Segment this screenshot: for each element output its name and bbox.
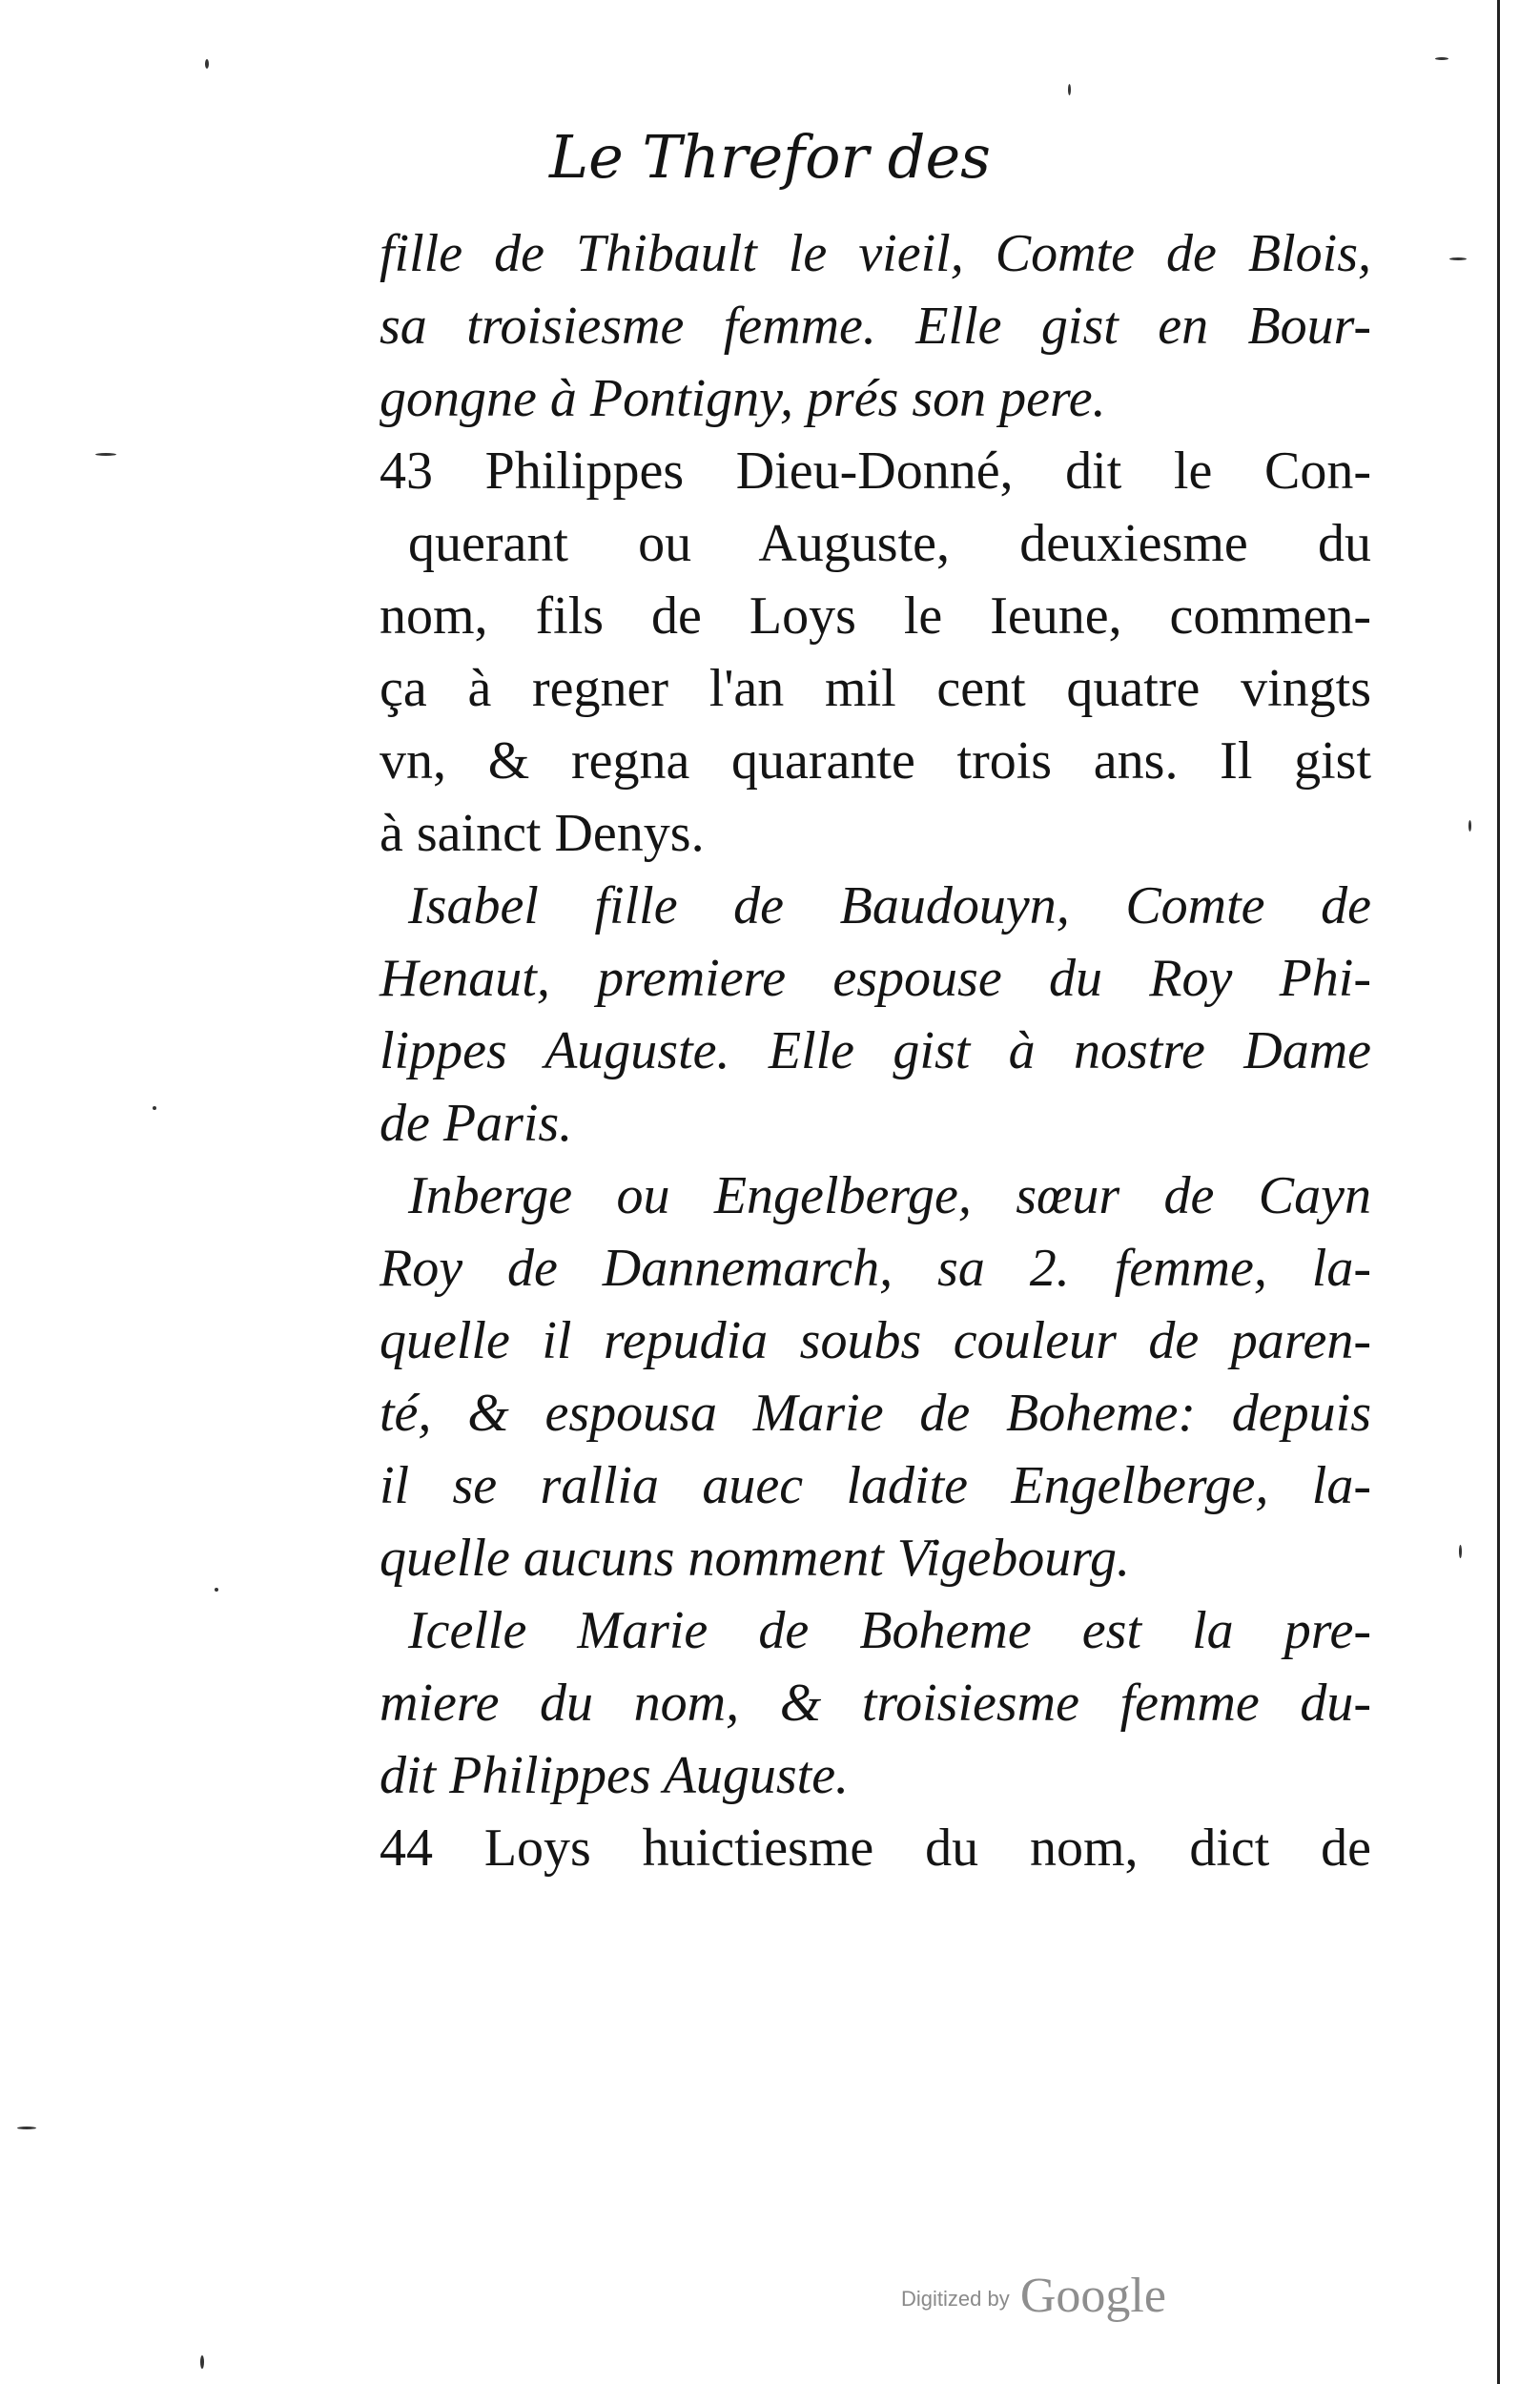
google-logo-text: Google: [1019, 2269, 1166, 2323]
text-line: gongne à Pontigny, prés son pere.: [380, 369, 1106, 428]
body-text: [380, 217, 1371, 1884]
text-line: Icelle Marie de Boheme est la pre-: [408, 1601, 1371, 1660]
scan-speck: [215, 1588, 218, 1592]
scan-speck: [1449, 257, 1467, 260]
digitization-watermark: [901, 2268, 1166, 2324]
text-line: 43 Philippes Dieu-Donné, dit le Con-: [380, 442, 1371, 501]
scan-speck: [1435, 57, 1448, 60]
text-line: Inberge ou Engelberge, sœur de Cayn: [408, 1166, 1371, 1225]
paragraph-entry-44: [380, 1812, 1371, 1884]
paragraph-marie: [380, 1594, 1371, 1812]
text-line: Roy de Dannemarch, sa 2. femme, la-: [380, 1239, 1371, 1298]
text-line: il se rallia auec ladite Engelberge, la-: [380, 1456, 1371, 1515]
text-line: querant ou Auguste, deuxiesme du: [408, 514, 1371, 573]
text-line: fille de Thibault le vieil, Comte de Blois,: [380, 224, 1371, 283]
text-line: lippes Auguste. Elle gist à nostre Dame: [380, 1021, 1371, 1080]
scan-speck: [1459, 1545, 1462, 1558]
digitized-by-label: Digitized by: [901, 2287, 1010, 2311]
text-line: té, & espousa Marie de Boheme: depuis: [380, 1384, 1371, 1443]
text-line: nom, fils de Loys le Ieune, commen-: [380, 586, 1371, 646]
text-line: ça à regner l'an mil cent quatre vingts: [380, 659, 1371, 718]
text-line: Henaut, premiere espouse du Roy Phi-: [380, 949, 1371, 1008]
text-line: à sainct Denys.: [380, 804, 705, 863]
text-line: miere du nom, & troisiesme femme du-: [380, 1674, 1371, 1733]
text-line: de Paris.: [380, 1094, 573, 1153]
paragraph-continuation: [380, 217, 1371, 435]
scan-speck: [153, 1106, 156, 1110]
scan-speck: [205, 59, 209, 69]
text-line: Isabel fille de Baudouyn, Comte de: [408, 876, 1371, 935]
scan-speck: [95, 453, 116, 456]
text-line: 44 Loys huictiesme du nom, dict de: [380, 1819, 1371, 1878]
scan-speck: [1068, 84, 1071, 95]
scan-speck: [200, 2355, 204, 2369]
paragraph-entry-43: [380, 435, 1371, 870]
text-line: dit Philippes Auguste.: [380, 1746, 850, 1805]
running-head: Le Threfor des: [548, 122, 991, 192]
text-line: quelle aucuns nomment Vigebourg.: [380, 1529, 1130, 1588]
text-line: vn, & regna quarante trois ans. Il gist: [380, 731, 1371, 791]
paragraph-isabel: [380, 870, 1371, 1160]
scan-speck: [17, 2127, 36, 2129]
scan-speck: [1468, 820, 1471, 832]
text-line: sa troisiesme femme. Elle gist en Bour-: [380, 297, 1371, 356]
page-edge-rule: [1497, 0, 1500, 2384]
text-line: quelle il repudia soubs couleur de paren-: [380, 1311, 1371, 1370]
paragraph-inberge: [380, 1160, 1371, 1594]
